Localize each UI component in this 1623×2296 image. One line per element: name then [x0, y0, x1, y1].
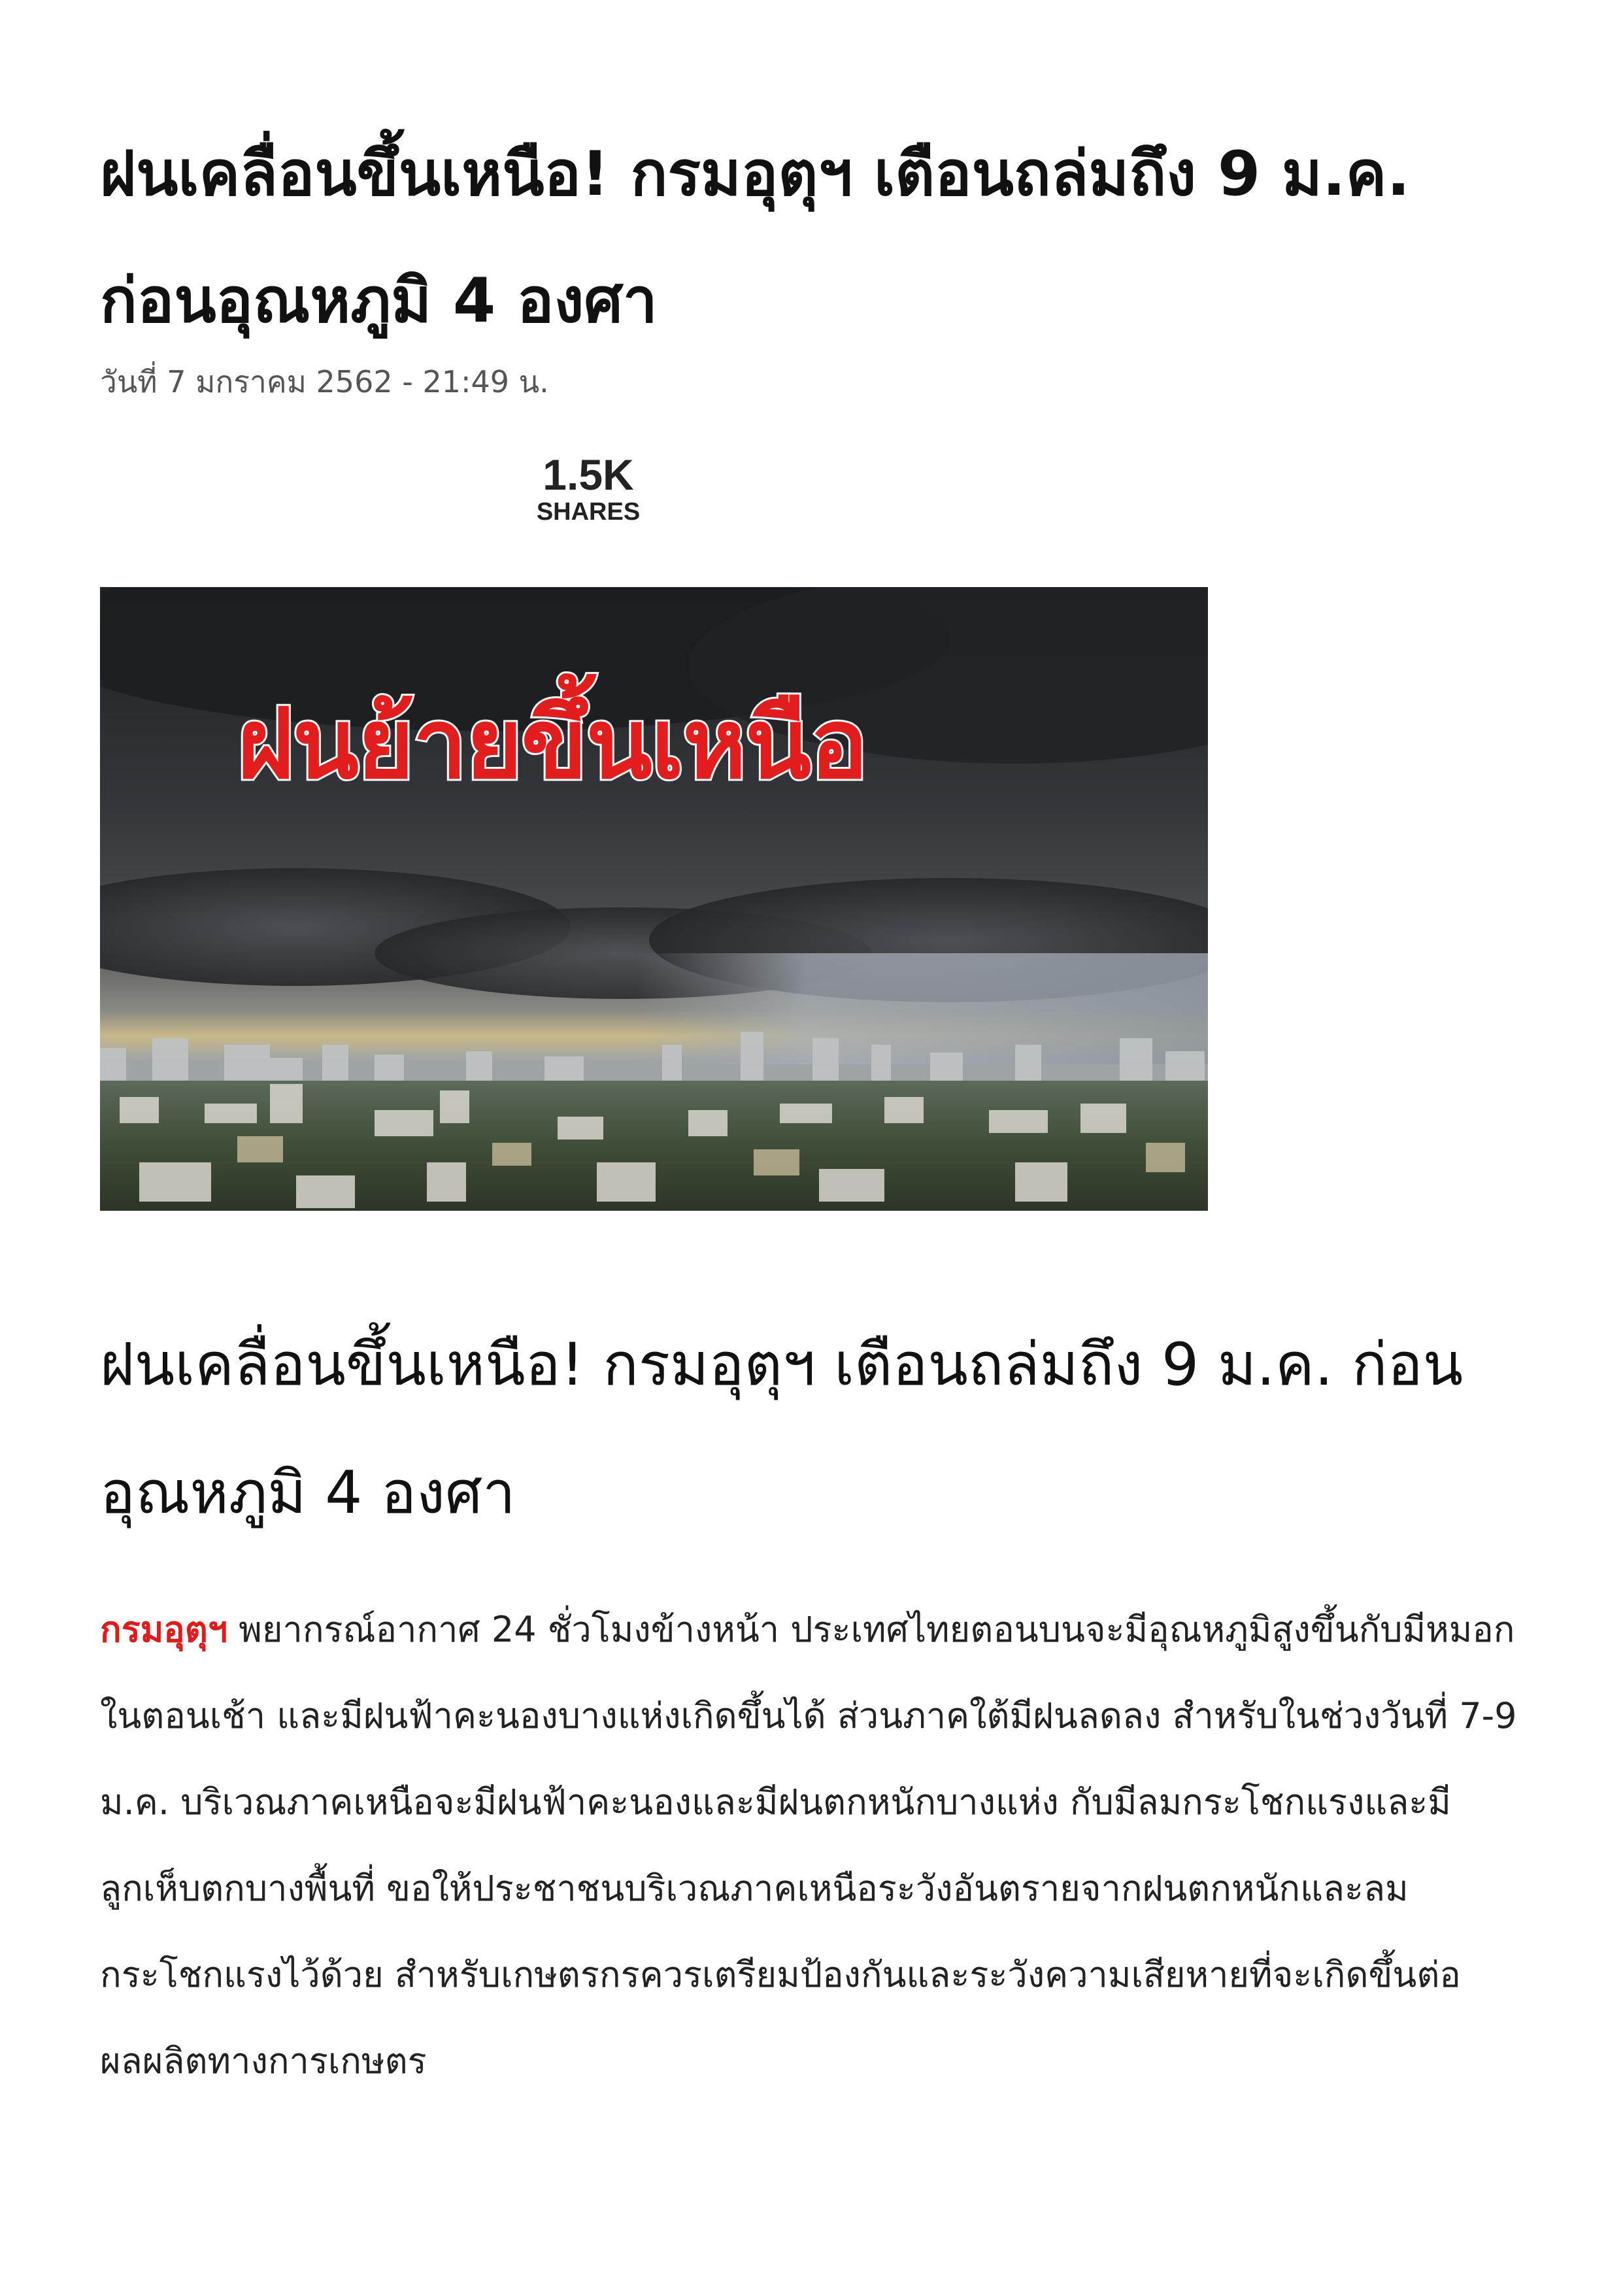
publish-date: วันที่ 7 มกราคม 2562 - 21:49 น. [100, 364, 549, 399]
article-body-text: พยากรณ์อากาศ 24 ชั่วโมงข้างหน้า ประเทศไทยตอนบนจะมีอุณหภูมิสูงขึ้นกับมีหมอกในตอนเช้า และมีฝนฟ้าคะนองบางแห่งเกิดขึ้นได้ ส่วนภาคใต้มีฝนลดลง สำหรับในช่วงวันที่ 7-9 ม.ค. บริเวณภาคเหนือจะมีฝนฟ้าคะนองและมีฝนตกหนักบางแห่ง กับมีลมกระโชกแรงและมีลูกเห็บตกบางพื้นที่ ขอให้ประชาชนบริเวณภาคเหนือระวังอันตรายจากฝนตกหนักและลมกระโชกแรงไว้ด้วย สำหรับเกษตรกรควรเตรียมป้องกันและระวังความเสียหายที่จะเกิดขึ้นต่อผลผลิตทางการเกษตร [100, 1609, 1517, 2082]
category-link[interactable]: กรมอุตุฯ [100, 1609, 228, 1650]
hero-image [100, 587, 1208, 1211]
hero-overlay-text: ฝนย้ายขึ้นเหนือ [237, 688, 867, 800]
article-body [100, 1587, 1531, 2104]
article-subheadline: ฝนเคลื่อนขึ้นเหนือ! กรมอุตุฯ เตือนถล่มถึง 9 ม.ค. ก่อนอุณหภูมิ 4 องศา [100, 1330, 1464, 1527]
share-label: SHARES [536, 498, 641, 526]
share-count: 1.5K [543, 450, 634, 499]
storm-cityscape-illustration [100, 587, 1208, 1211]
article-headline: ฝนเคลื่อนขึ้นเหนือ! กรมอุตุฯ เตือนถล่มถึง 9 ม.ค. ก่อนอุณหภูมิ 4 องศา [100, 139, 1411, 337]
share-counter[interactable] [510, 451, 667, 526]
